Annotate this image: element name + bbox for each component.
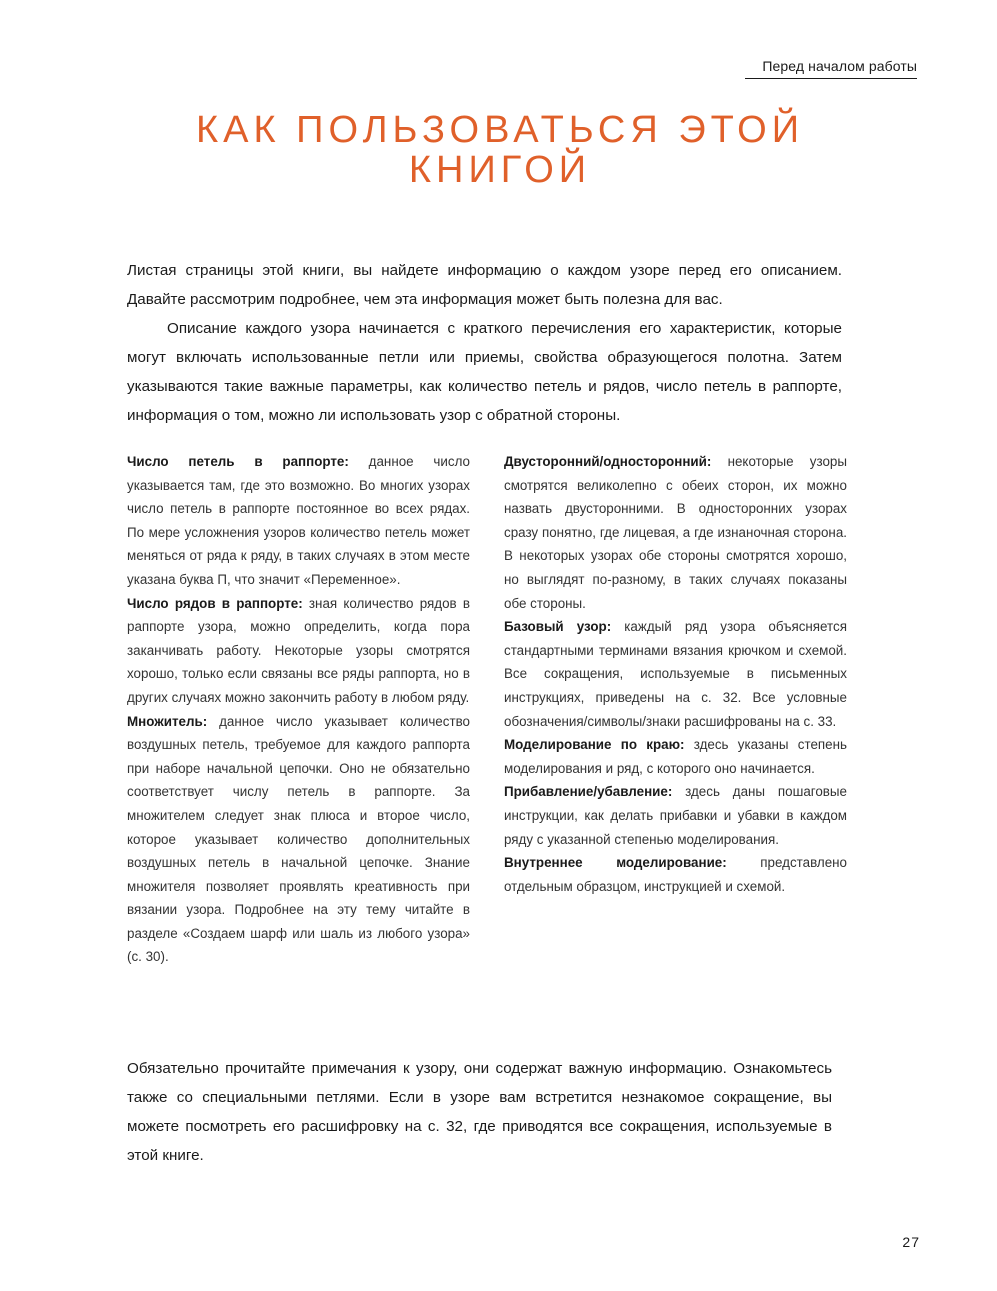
definition-term: Число петель в раппорте: <box>127 454 349 469</box>
definition-text: данное число указывает количество воздушных петель, требуемое для каждого раппорта при наборе начальной цепочки. Оно не обязательно соответствует числу петель в раппорте. За множителем следует знак плюса и второе число, которое указывает количество дополнительных воздушных петель в начальной цепочке. Знание множителя позволяет проявлять креативность при вязании узора. Подробнее на эту тему читайте в разделе «Создаем шарф или шаль из любого узора» (с. 30). <box>127 713 470 965</box>
definition-row-repeat <box>127 592 470 710</box>
definitions-columns <box>127 450 847 969</box>
intro-section <box>127 256 842 430</box>
definition-term: Число рядов в раппорте: <box>127 595 303 611</box>
intro-paragraph-1: Листая страницы этой книги, вы найдете информацию о каждом узоре перед его описанием. Давайте рассмотрим подробнее, чем эта информация может быть полезна для вас. <box>127 262 842 308</box>
definition-reversible <box>504 450 847 615</box>
definition-term: Множитель: <box>127 713 208 729</box>
definition-stitch-repeat <box>127 450 470 592</box>
page-number: 27 <box>902 1234 920 1250</box>
definition-increase-decrease <box>504 780 847 851</box>
definition-internal-shaping <box>504 851 847 898</box>
closing-section <box>127 1054 832 1170</box>
running-head: Перед началом работы <box>745 58 917 79</box>
definition-base-pattern <box>504 615 847 733</box>
definition-term: Двусторонний/односторонний: <box>504 454 712 469</box>
intro-paragraph-2: Описание каждого узора начинается с краткого перечисления его характеристик, которые могут включать использованные петли или приемы, свойства образующегося полотна. Затем указываются такие важные параметры, как количество петель и рядов, число петель в раппорте, информация о том, можно ли использовать узор с обратной стороны. <box>127 320 842 424</box>
definition-text: каждый ряд узора объясняется стандартными терминами вязания крючком и схемой. Все сокращения, используемые в письменных инструкциях, приведены на с. 32. Все условные обозначения/символы/знаки расшифрованы на с. 33. <box>504 619 847 729</box>
right-column <box>504 450 847 969</box>
page-title-line-1: КАК ПОЛЬЗОВАТЬСЯ ЭТОЙ <box>195 109 805 151</box>
definition-text: представлено отдельным образцом, инструкцией и схемой. <box>504 855 847 894</box>
page-title <box>120 110 880 190</box>
definition-edge-shaping <box>504 733 847 780</box>
definition-multiplier <box>127 710 470 970</box>
definition-text: данное число указывается там, где это возможно. Во многих узорах число петель в раппорте постоянное во всех рядах. По мере усложнения узоров количество петель может меняться от ряда к ряду, в таких случаях в этом месте указана буква П, что значит «Переменное». <box>127 454 470 587</box>
definition-text: здесь даны пошаговые инструкции, как делать прибавки и убавки в каждом ряду с указанной степенью моделирования. <box>504 784 847 847</box>
definition-text: здесь указаны степень моделирования и ряд, с которого оно начинается. <box>504 737 847 776</box>
definition-text: зная количество рядов в раппорте узора, можно определить, когда пора заканчивать работу. Некоторые узоры смотрятся хорошо, только если связаны все ряды раппорта, но в других случаях можно закончить работу в любом ряду. <box>127 595 470 705</box>
definition-term: Прибавление/убавление: <box>504 784 673 800</box>
closing-paragraph: Обязательно прочитайте примечания к узору, они содержат важную информацию. Ознакомьтесь также со специальными петлями. Если в узоре вам встретится незнакомое сокращение, вы можете посмотреть его расшифровку на с. 32, где приводятся все сокращения, используемые в этой книге. <box>127 1060 832 1164</box>
left-column <box>127 450 470 969</box>
definition-text: некоторые узоры смотрятся великолепно с обеих сторон, их можно назвать двусторонними. В односторонних узорах сразу понятно, где лицевая, а где изнаночная сторона. В некоторых узорах обе стороны смотрятся хорошо, но выглядят по-разному, в таких случаях показаны обе стороны. <box>504 454 847 611</box>
page-title-line-2: КНИГОЙ <box>408 149 592 191</box>
definition-term: Внутреннее моделирование: <box>504 855 727 871</box>
definition-term: Моделирование по краю: <box>504 737 685 753</box>
definition-term: Базовый узор: <box>504 619 612 635</box>
